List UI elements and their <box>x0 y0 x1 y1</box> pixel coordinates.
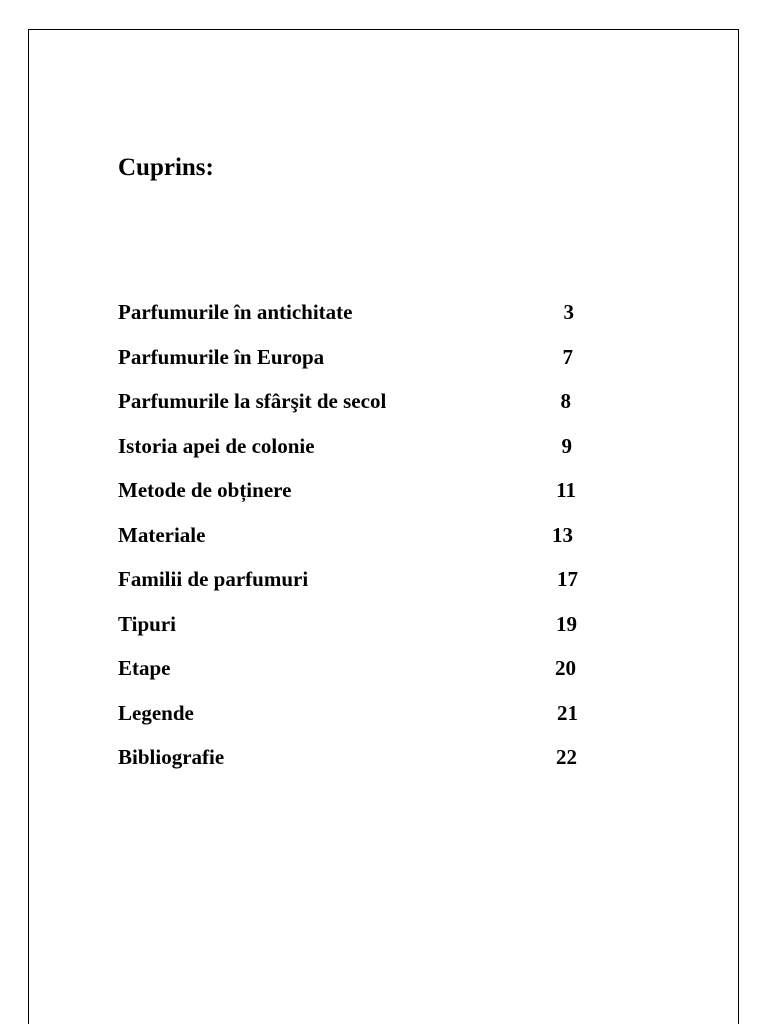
toc-entry-label: Parfumurile în antichitate <box>118 300 353 324</box>
toc-entry-page: 7 <box>562 344 573 369</box>
toc-entry <box>118 385 588 430</box>
toc-entry-page: 21 <box>557 700 578 725</box>
toc-entry <box>118 519 588 564</box>
toc-entry-page: 8 <box>560 389 571 413</box>
toc-entry <box>118 341 588 386</box>
toc-entry-label: Tipuri <box>118 611 176 636</box>
toc-entry <box>118 697 588 742</box>
page-title: Cuprins: <box>118 154 214 181</box>
toc-entry-label: Parfumurile în Europa <box>118 344 325 369</box>
toc-entry-page: 17 <box>557 567 578 591</box>
toc-entry-label: Parfumurile la sfârşit de secol <box>118 389 387 413</box>
toc-entry <box>118 652 588 697</box>
table-of-contents <box>118 296 588 786</box>
toc-entry <box>118 430 588 475</box>
toc-entry-page: 9 <box>561 433 572 458</box>
toc-entry <box>118 741 588 786</box>
toc-entry <box>118 296 588 341</box>
toc-entry-label: Etape <box>118 656 171 680</box>
toc-entry-label: Familii de parfumuri <box>118 567 309 591</box>
toc-entry <box>118 608 588 653</box>
toc-entry-label: Metode de obținere <box>118 478 292 502</box>
toc-entry-label: Legende <box>118 700 194 725</box>
toc-entry-page: 13 <box>552 522 573 547</box>
toc-entry-page: 19 <box>556 611 577 636</box>
toc-entry-page: 11 <box>556 478 576 502</box>
toc-entry-label: Materiale <box>118 522 206 547</box>
toc-entry-label: Istoria apei de colonie <box>118 433 315 458</box>
toc-entry-label: Bibliografie <box>118 745 225 769</box>
toc-entry-page: 20 <box>555 656 576 680</box>
toc-entry <box>118 474 588 519</box>
toc-entry <box>118 563 588 608</box>
toc-entry-page: 3 <box>563 300 574 324</box>
toc-entry-page: 22 <box>556 745 577 769</box>
